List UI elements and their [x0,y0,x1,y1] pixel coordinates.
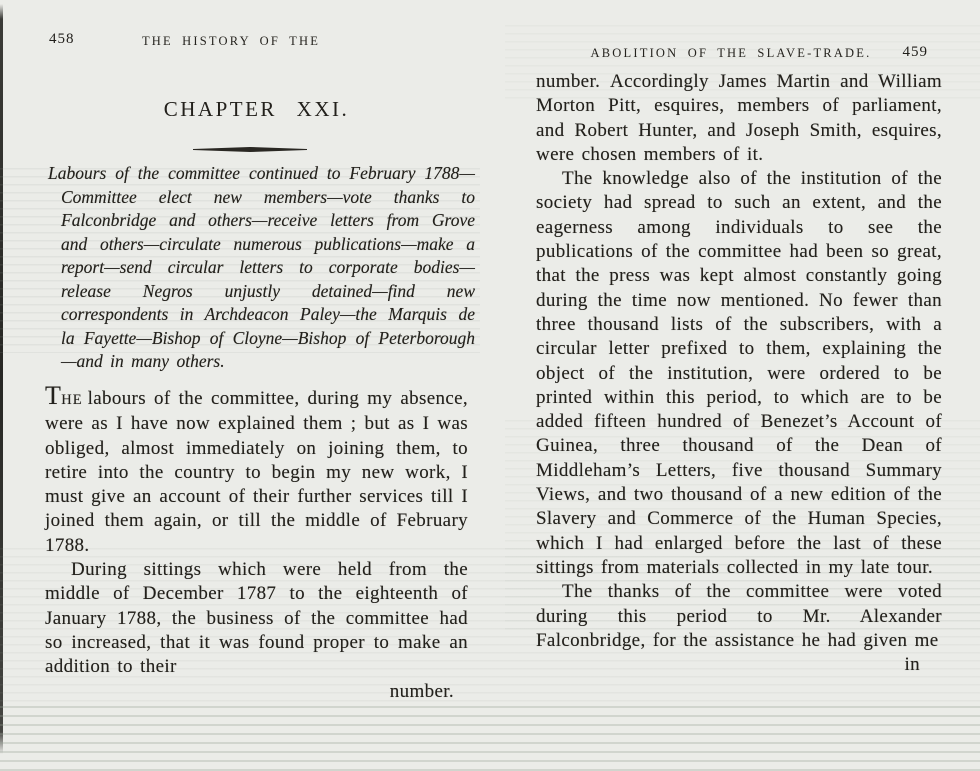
chapter-heading: CHAPTER XXI. [163,97,350,121]
left-page-body [45,381,468,704]
paragraph: During sittings which were held from the middle of December 1787 to the eighteenth of January 1788, the business of the committee had so increased, that it was found proper to make an addition to their [45,559,468,678]
left-page [45,0,475,771]
paragraph: number. Accordingly James Martin and William Morton Pitt, esquires, members of parliament, and Robert Hunter, and Joseph Smith, esquires, were chosen members of it. [536,71,942,165]
chapter-rule-ornament [193,147,307,152]
catchword: in [904,654,920,676]
left-running-header: THE HISTORY OF THE [141,34,321,48]
paragraph: The thanks of the committee were voted during this period to Mr. Alexander Falconbridge, for the assistance he had given me [536,581,942,651]
chapter-summary: Labours of the committee continued to February 1788—Committee elect new members—vote thanks to Falconbridge and others—receive letters from Grove and others—circulate numerous publications—make a report—send circular letters to corporate bodies—release Negros unjustly detained—find new correspondents in Archdeacon Paley—the Marquis de la Fayette—Bishop of Cloyne—Bishop of Peterborough—and in many others. [48,163,475,371]
scan-binding-edge [0,4,3,754]
right-page [536,0,942,771]
lead-capital: T [45,381,62,410]
right-running-header: ABOLITION OF THE SLAVE-TRADE. [590,46,872,60]
paragraph-text: labours of the committee, during my absence, were as I have now explained them ; but as I was obliged, almost immediately on joining them, to retire into the country to begin my new work, I must give an account of their further services till I joined them again, or till the middle of February 1788. [45,388,468,556]
paragraph [45,381,468,558]
paragraph: The knowledge also of the institution of the society had spread to such an extent, and the eagerness among individuals to see the publications of the committee had been so great, that the press was kept almost constantly going during the time now mentioned. No fewer than three thousand lists of the subscribers, with a circular letter prefixed to them, explaining the object of the institution, were ordered to be printed within this period, to which are to be added fifteen hundred of Benezet’s Account of Guinea, three thousand of the Dean of Middleham’s Letters, five thousand Summary Views, and two thousand of a new edition of the Slavery and Commerce of the Human Species, which I had enlarged before the last of these sittings from materials collected in my late tour. [536,168,942,578]
right-page-body [536,70,942,677]
left-page-number: 458 [49,31,75,47]
right-page-number: 459 [902,44,928,60]
catchword: number. [389,680,454,702]
lead-small-caps: HE [61,392,83,408]
